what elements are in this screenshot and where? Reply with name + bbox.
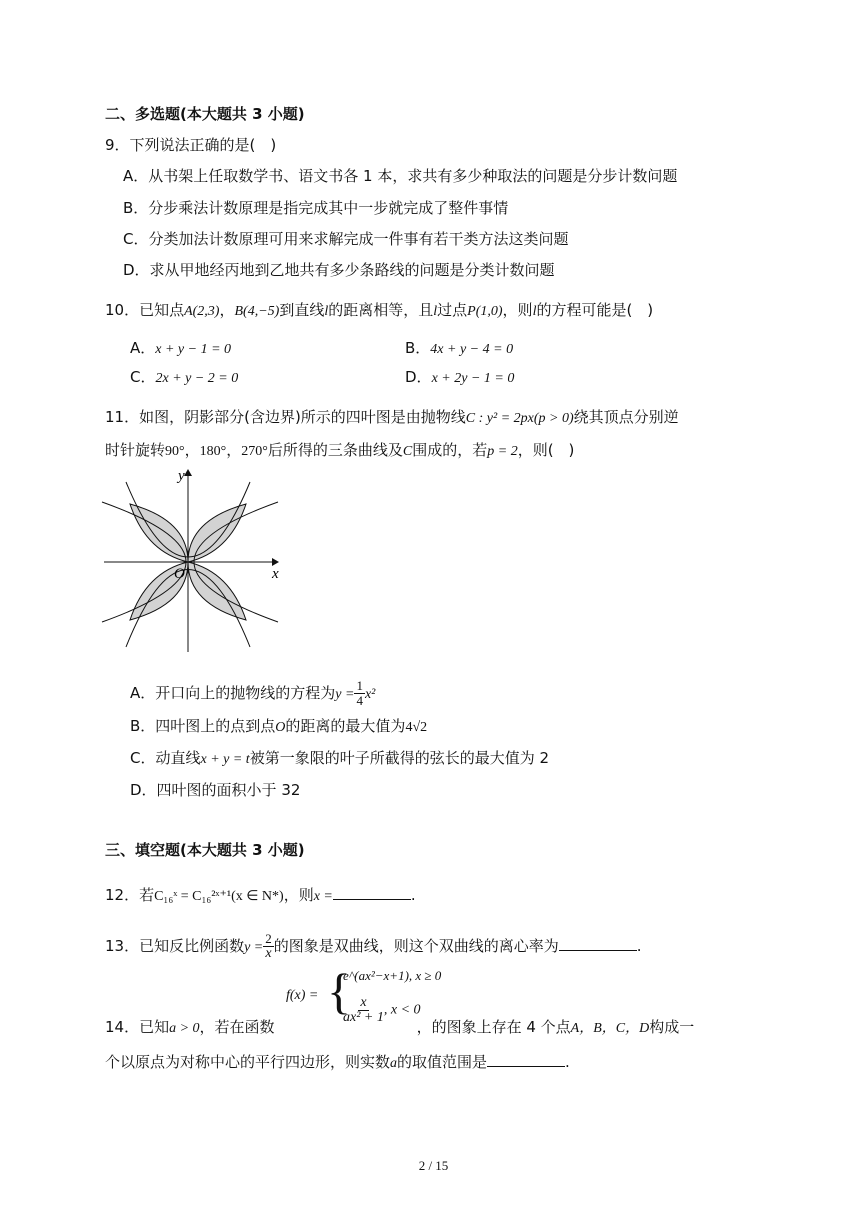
- q10-text-2: 的距离相等，且: [328, 301, 434, 319]
- q11-option-a-lhs: y =: [335, 687, 355, 702]
- q10-option-b-eq: 4x + y − 4 = 0: [430, 342, 514, 357]
- q14-prefix: 14．已知: [105, 1018, 170, 1036]
- q10-line-l-1: l: [324, 304, 329, 319]
- q11-option-b-o: O: [275, 720, 286, 735]
- q11-option-b-text: B．四叶图上的点到点: [130, 717, 276, 735]
- q11-curve-eq: C : y² = 2px(p > 0): [465, 411, 574, 426]
- q14-line-2: [105, 1050, 570, 1074]
- q10-option-c: [130, 367, 238, 389]
- q10-option-b: [405, 338, 513, 360]
- frac-num: x: [360, 995, 367, 1010]
- frac-num: 1: [356, 678, 363, 693]
- q13: [105, 926, 642, 966]
- q10-text-4: ，则: [502, 301, 533, 319]
- q10-point-b: B(4,−5): [234, 304, 280, 319]
- q9-option-b: B．分步乘法计数原理是指完成其中一步就完成了整件事情: [123, 199, 509, 217]
- leaf-q1: [188, 504, 246, 562]
- q11-option-b-value: 4√2: [405, 720, 428, 735]
- q11-angle-270: 270°: [241, 444, 268, 459]
- q9-option-c: C．分类加法计数原理可用来求解完成一件事有若干类方法这类问题: [123, 230, 569, 248]
- q14-mid: ，若在函数: [199, 1018, 275, 1036]
- q10-option-d-label: D．: [405, 368, 432, 386]
- q12-answer-blank[interactable]: [333, 883, 411, 900]
- q11-option-a: [130, 675, 375, 711]
- frac-den: 4: [356, 693, 363, 708]
- q13-lhs: y =: [244, 940, 264, 955]
- q10-line-l-2: l: [433, 304, 438, 319]
- q12-prefix: 12．若: [105, 886, 155, 904]
- frac-num: 2: [265, 931, 272, 946]
- q14-answer-blank[interactable]: [487, 1050, 565, 1067]
- q10-option-b-label: B．: [405, 339, 431, 357]
- q14-condition: a > 0: [169, 1021, 200, 1036]
- q11-option-a-text: A．开口向上的抛物线的方程为: [130, 684, 336, 702]
- q10-sep: ，: [219, 301, 235, 319]
- q11-option-b-text-2: 的距离的最大值为: [285, 717, 406, 735]
- q13-prefix: 13．已知反比例函数: [105, 937, 245, 955]
- q11-stem-line-1: [105, 407, 679, 429]
- q11-angle-90: 90°: [165, 444, 185, 459]
- leaf-q2: [130, 504, 188, 562]
- q11-text-5: 围成的，若: [412, 441, 488, 459]
- q10-number: 10．已知点: [105, 301, 185, 319]
- q10-option-d-eq: x + 2y − 1 = 0: [431, 371, 515, 386]
- q11-option-c-text-2: 被第一象限的叶子所截得的弦长的最大值为 2: [249, 749, 550, 767]
- section-title-fill-in: 三、填空题(本大题共 3 小题): [105, 841, 305, 859]
- q11-option-a-frac: [354, 679, 365, 708]
- q10-option-d: [405, 367, 514, 389]
- q10-point-p: P(1,0): [467, 304, 503, 319]
- q11-option-d: D．四叶图的面积小于 32: [130, 781, 301, 799]
- q10-text-end: 的方程可能是( ): [536, 301, 654, 319]
- q14-end: .: [565, 1053, 570, 1071]
- q14-post-2: 构成一: [649, 1018, 695, 1036]
- q10-option-a: [130, 338, 231, 360]
- q11-sep-1: ，: [184, 441, 200, 459]
- q14-piece-1: e^(ax²−x+1), x ≥ 0: [343, 968, 442, 983]
- section-title-multiple-choice: 二、多选题(本大题共 3 小题): [105, 105, 305, 123]
- q10-text-1: 到直线: [279, 301, 325, 319]
- q13-answer-blank[interactable]: [559, 934, 637, 951]
- q10-option-c-label: C．: [130, 368, 156, 386]
- q11-curve-c: C: [402, 444, 413, 459]
- q9-option-a: A．从书架上任取数学书、语文书各 1 本，求共有多少种取法的问题是分步计数问题: [123, 167, 678, 185]
- q11-text-4: 后所得的三条曲线及: [267, 441, 403, 459]
- page-number: 2 / 15: [418, 1158, 449, 1173]
- q11-text-1: 11．如图，阴影部分(含边界)所示的四叶图是由抛物线: [105, 408, 466, 426]
- q12-equation: C₁₆ˣ = C₁₆²ˣ⁺¹(x ∈ N*): [154, 889, 284, 904]
- four-leaf-figure: [100, 462, 290, 657]
- q13-end: .: [636, 937, 642, 955]
- q9-option-d: D．求从甲地经丙地到乙地共有多少条路线的问题是分类计数问题: [123, 261, 555, 279]
- origin-label: O: [174, 566, 185, 582]
- q14-line-1: [105, 1017, 694, 1039]
- q9-stem: 9．下列说法正确的是( ): [105, 136, 277, 154]
- q10-option-c-eq: 2x + y − 2 = 0: [155, 371, 239, 386]
- q11-sep-2: ，: [226, 441, 242, 459]
- q10-point-a: A(2,3): [184, 304, 220, 319]
- q14-piece-2-cond: , x < 0: [383, 1002, 421, 1018]
- q11-p-value: p = 2: [487, 444, 518, 459]
- q11-text-6: ，则( ): [517, 441, 575, 459]
- q14-fx: f(x) =: [286, 988, 319, 1003]
- q14-a: a: [390, 1056, 398, 1071]
- q11-option-a-x2: x²: [364, 687, 376, 702]
- q12: [105, 883, 416, 907]
- q12-end: .: [410, 886, 416, 904]
- q14-points: A，B，C，D: [570, 1021, 650, 1036]
- q10-text-3: 过点: [437, 301, 468, 319]
- q11-text-3: 时针旋转: [105, 441, 166, 459]
- q11-option-c: [130, 748, 549, 770]
- q11-stem-line-2: [105, 440, 574, 462]
- frac-den: ax² + 1: [343, 1010, 384, 1025]
- q13-frac: [263, 932, 274, 961]
- q11-text-2: 绕其顶点分别逆: [573, 408, 679, 426]
- q11-option-c-eq: x + y = t: [200, 752, 250, 767]
- frac-den: x: [265, 946, 272, 961]
- q10-option-a-label: A．: [130, 339, 156, 357]
- q12-x: x =: [313, 889, 333, 904]
- x-axis-label: x: [272, 566, 279, 582]
- q12-mid: ，则: [283, 886, 314, 904]
- q14-text-3: 的取值范围是: [397, 1053, 488, 1071]
- q10-option-a-eq: x + y − 1 = 0: [155, 342, 232, 357]
- q11-option-c-text: C．动直线: [130, 749, 201, 767]
- q14-brace: {: [327, 963, 351, 1019]
- q10-stem: [105, 300, 653, 322]
- q11-angle-180: 180°: [199, 444, 227, 459]
- y-axis-label: y: [178, 468, 185, 484]
- q14-post: ，的图象上存在 4 个点: [416, 1018, 571, 1036]
- q14-text-2: 个以原点为对称中心的平行四边形，则实数: [105, 1053, 391, 1071]
- q10-line-l-3: l: [532, 304, 537, 319]
- q13-text: 的图象是双曲线，则这个双曲线的离心率为: [273, 937, 559, 955]
- q11-option-b: [130, 716, 427, 738]
